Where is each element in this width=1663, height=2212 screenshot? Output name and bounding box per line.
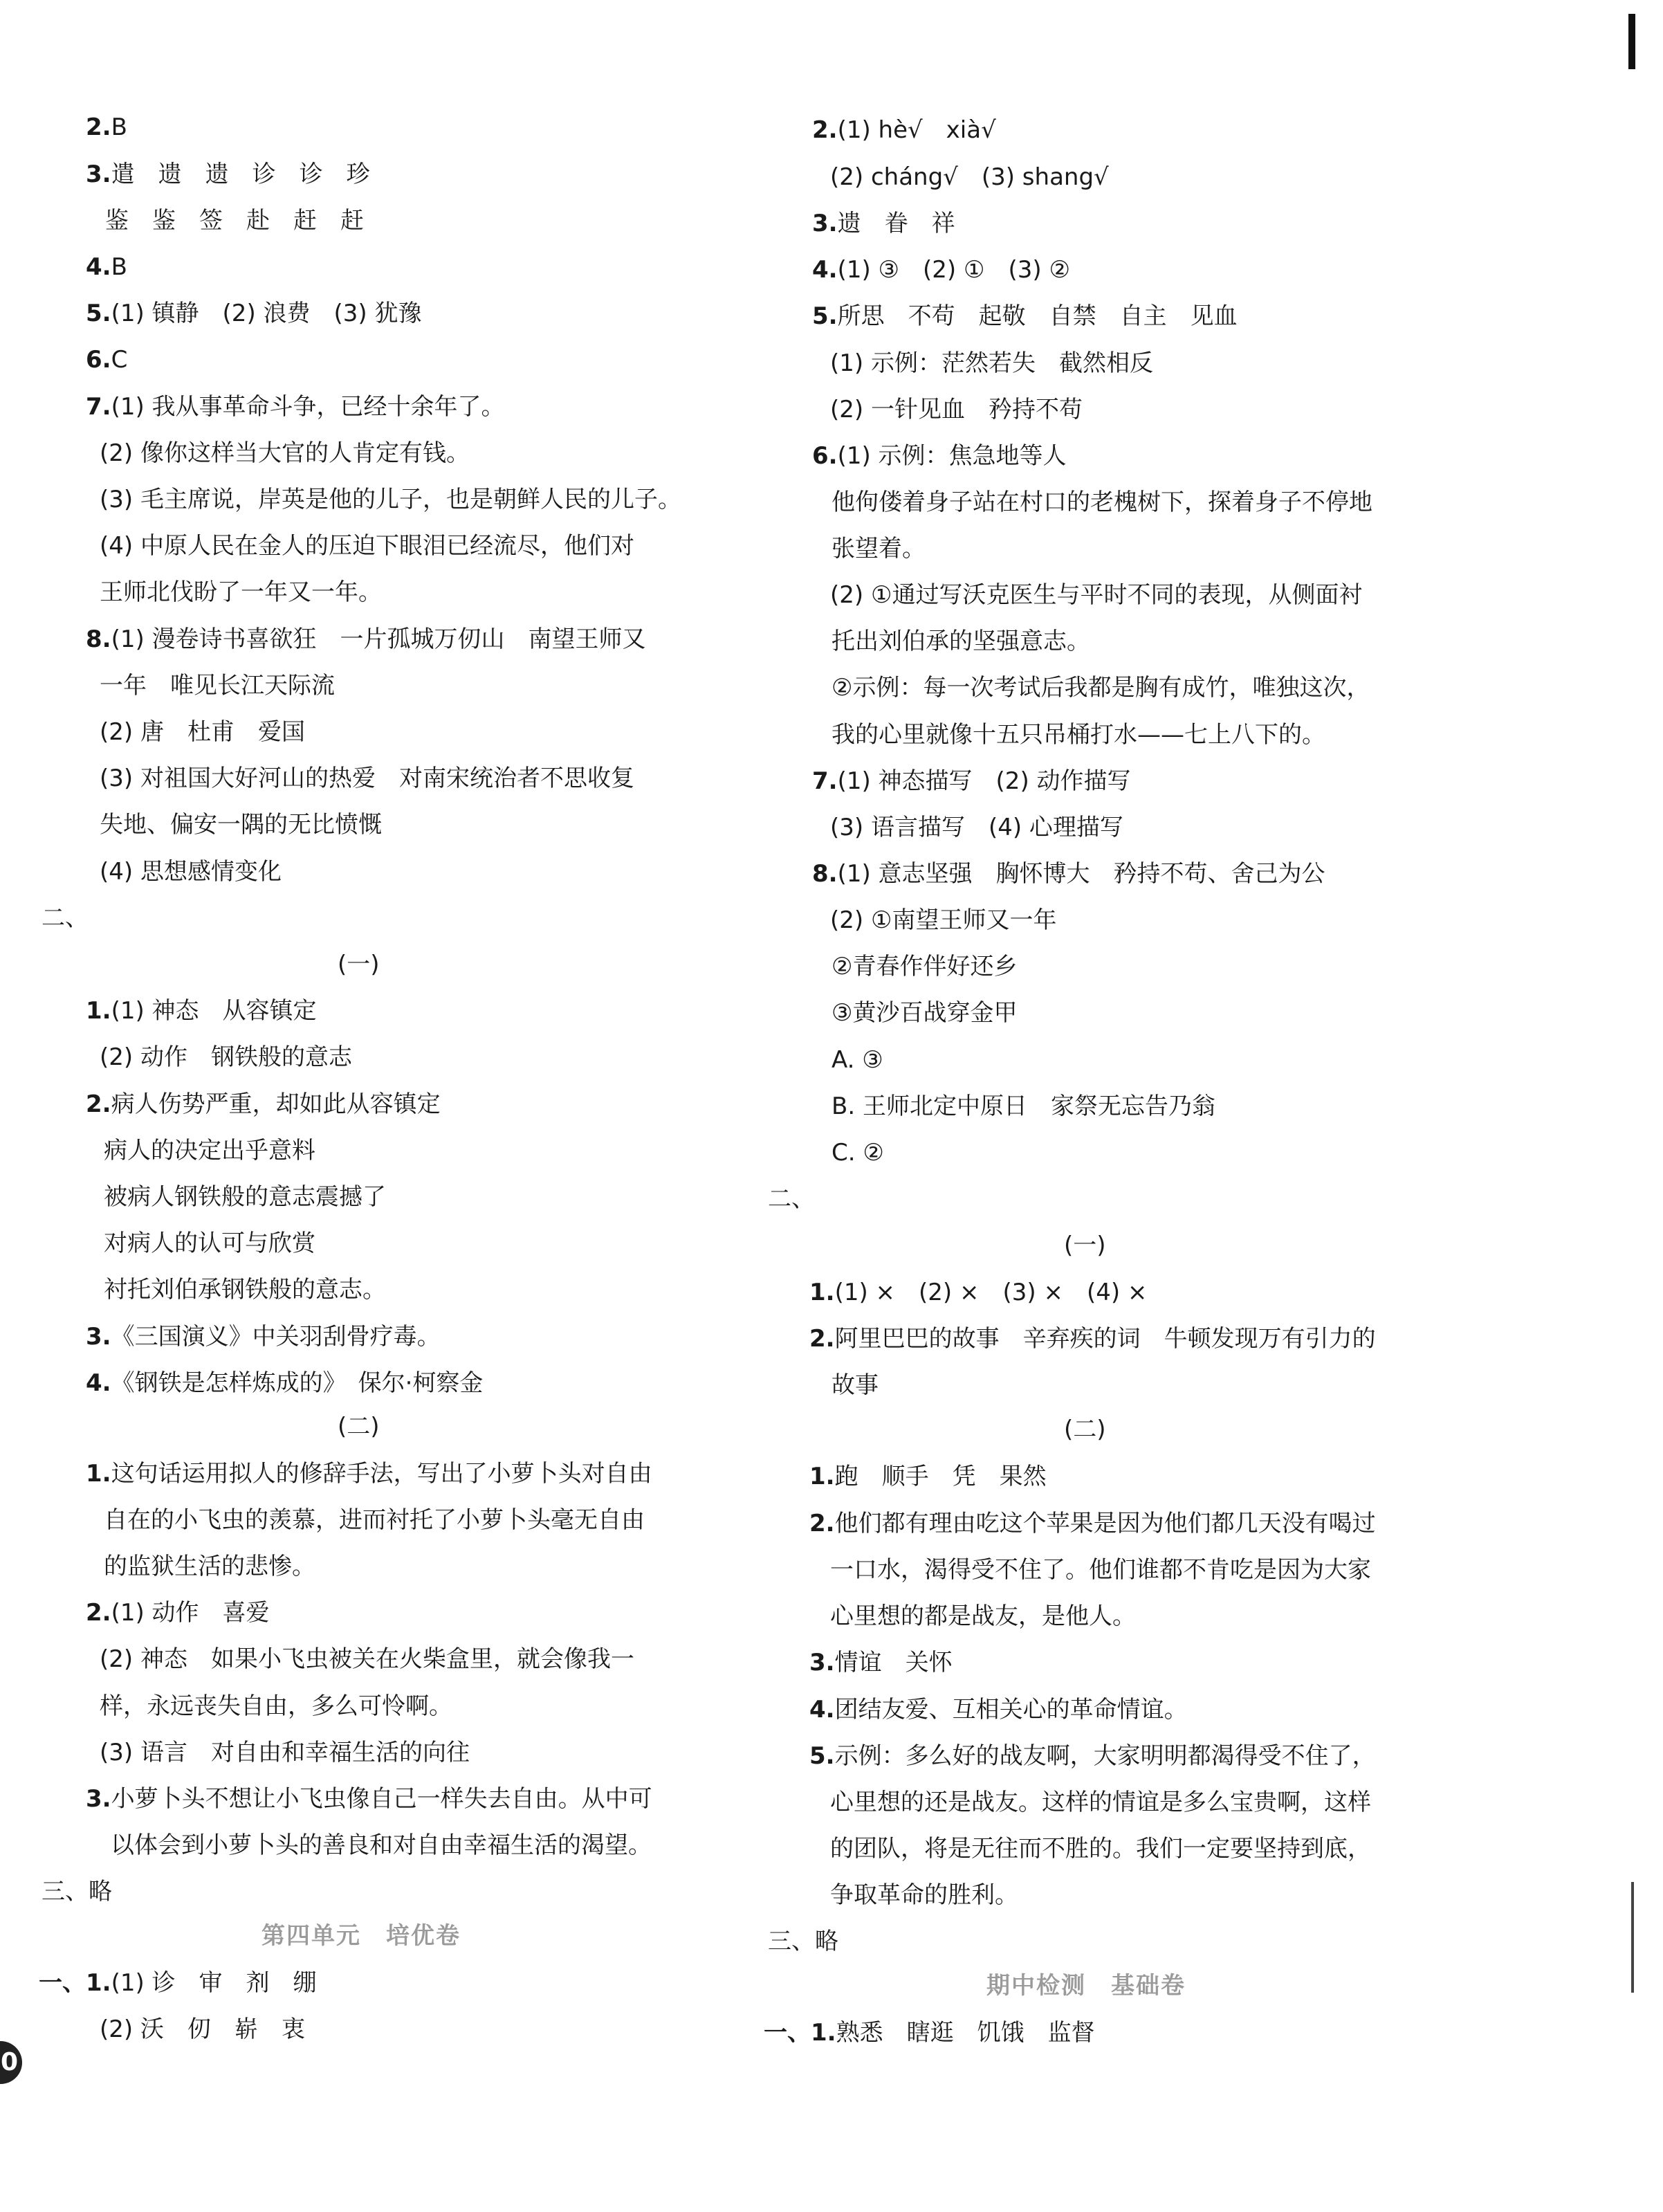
answer-line: 1.(1) × (2) × (3) × (4) × [809,1279,1148,1306]
answer-line: 自在的小飞虫的羡慕，进而衬托了小萝卜头毫无自由 [104,1506,645,1534]
answer-line: 3.遗 眷 祥 [812,210,955,237]
answer-line: 一、1.熟悉 瞎逛 饥饿 监督 [764,2019,1095,2047]
subsection-heading: (一) [338,951,380,978]
answer-line: 被病人钢铁般的意志震撼了 [104,1183,386,1211]
answer-line: 1.跑 顺手 凭 果然 [809,1463,1047,1490]
answer-line: (4) 中原人民在金人的压迫下眼泪已经流尽，他们对 [100,532,634,560]
scan-edge-mark [1631,1882,1634,1993]
answer-line: 一年 唯见长江天际流 [100,672,335,700]
answer-line: 张望着。 [832,535,926,563]
answer-line: (3) 毛主席说，岸英是他的儿子，也是朝鲜人民的儿子。 [100,486,681,513]
answer-line: 以体会到小萝卜头的善良和对自由幸福生活的渴望。 [111,1831,652,1859]
answer-line: (2) 沃 仞 崭 衷 [100,2016,305,2043]
answer-line: 6.(1) 示例：焦急地等人 [812,442,1067,470]
answer-line: ②青春作伴好还乡 [832,953,1018,980]
answer-line: 5.示例：多么好的战友啊，大家明明都渴得受不住了， [809,1742,1376,1770]
answer-line: 的团队，将是无往而不胜的。我们一定要坚持到底， [830,1835,1371,1863]
answer-line: 鉴 鉴 签 赴 赶 赶 [105,207,364,235]
answer-line: 4.《钢铁是怎样炼成的》 保尔·柯察金 [86,1369,484,1397]
answer-line: (2) cháng√ (3) shang√ [830,163,1109,191]
answer-line: (2) 像你这样当大官的人肯定有钱。 [100,439,470,467]
answer-line: (2) ①通过写沃克医生与平时不同的表现，从侧面衬 [830,581,1363,609]
answer-line: 6.C [86,346,128,374]
answer-line: (2) 一针见血 矜持不苟 [830,396,1083,423]
scan-edge-mark [1628,14,1635,69]
section-heading: 二、 [42,904,89,932]
answer-line: 8.(1) 意志坚强 胸怀博大 矜持不苟、舍己为公 [812,860,1325,888]
page-number-badge: 0 [0,2041,22,2084]
answer-line: 样，永远丧失自由，多么可怜啊。 [100,1692,452,1720]
answer-line: 5.所思 不苟 起敬 自禁 自主 见血 [812,302,1238,330]
answer-line: (2) 动作 钢铁般的意志 [100,1043,352,1071]
answer-line: 4.(1) ③ (2) ① (3) ② [812,256,1070,284]
unit-title: 第四单元 培优卷 [261,1922,461,1950]
answer-line: 衬托刘伯承钢铁般的意志。 [104,1276,386,1304]
section-heading: 三、略 [42,1878,112,1905]
answer-line: 2.他们都有理由吃这个苹果是因为他们都几天没有喝过 [809,1510,1376,1537]
answer-line: (4) 思想感情变化 [100,858,282,886]
answer-line: 对病人的认可与欣赏 [104,1230,315,1257]
answer-line: 4.B [86,253,127,281]
answer-line: 争取革命的胜利。 [830,1881,1018,1909]
subsection-heading: (二) [338,1413,380,1441]
answer-line: 3.小萝卜头不想让小飞虫像自己一样失去自由。从中可 [86,1785,652,1813]
answer-line: 故事 [832,1371,879,1399]
section-heading: 三、略 [768,1928,838,1955]
answer-line: 病人的决定出乎意料 [104,1137,315,1164]
answer-line: (2) 唐 杜甫 爱国 [100,718,305,746]
answer-line: C. ② [832,1139,884,1167]
answer-line: 1.(1) 神态 从容镇定 [86,997,317,1025]
answer-line: (3) 语言描写 (4) 心理描写 [830,814,1123,841]
answer-line: A. ③ [832,1046,883,1074]
answer-line: 2.B [86,113,127,141]
answer-line: 2.阿里巴巴的故事 辛弃疾的词 牛顿发现万有引力的 [809,1325,1376,1353]
answer-line: 心里想的都是战友，是他人。 [830,1602,1136,1630]
answer-line: (2) 神态 如果小飞虫被关在火柴盒里，就会像我一 [100,1645,634,1673]
answer-line: 8.(1) 漫卷诗书喜欲狂 一片孤城万仞山 南望王师又 [86,625,646,653]
answer-line: 5.(1) 镇静 (2) 浪费 (3) 犹豫 [86,300,422,327]
answer-line: (3) 语言 对自由和幸福生活的向往 [100,1739,470,1766]
answer-line: 一、1.(1) 诊 审 剂 绷 [39,1969,317,1997]
answer-line: 2.病人伤势严重，却如此从容镇定 [86,1090,441,1118]
answer-line: B. 王师北定中原日 家祭无忘告乃翁 [832,1093,1215,1120]
answer-line: 3.《三国演义》中关羽刮骨疗毒。 [86,1323,441,1351]
answer-line: (2) ①南望王师又一年 [830,906,1057,934]
subsection-heading: (一) [1064,1232,1106,1259]
answer-line: 7.(1) 神态描写 (2) 动作描写 [812,767,1131,795]
unit-title: 期中检测 基础卷 [986,1972,1186,2000]
answer-line: 1.这句话运用拟人的修辞手法，写出了小萝卜头对自由 [86,1460,652,1488]
section-heading: 二、 [768,1185,815,1213]
answer-line: 一口水，渴得受不住了。他们谁都不肯吃是因为大家 [830,1556,1371,1584]
answer-line: 托出刘伯承的坚强意志。 [832,628,1090,655]
answer-line: 3.遣 遗 遗 诊 诊 珍 [86,161,370,188]
answer-line: (1) 示例：茫然若失 截然相反 [830,349,1153,377]
answer-line: 失地、偏安一隅的无比愤慨 [100,811,382,839]
answer-line: 2.(1) hè√ xià√ [812,116,996,144]
answer-line: 3.情谊 关怀 [809,1649,953,1676]
answer-line: 4.团结友爱、互相关心的革命情谊。 [809,1696,1188,1724]
answer-line: 的监狱生活的悲惨。 [104,1553,315,1580]
answer-line: ③黄沙百战穿金甲 [832,999,1018,1027]
answer-line: 他佝偻着身子站在村口的老槐树下，探着身子不停地 [832,488,1372,516]
answer-line: (3) 对祖国大好河山的热爱 对南宋统治者不思收复 [100,765,634,792]
answer-line: 王师北伐盼了一年又一年。 [100,578,382,606]
answer-line: ②示例：每一次考试后我都是胸有成竹，唯独这次， [832,674,1370,702]
answer-line: 7.(1) 我从事革命斗争，已经十余年了。 [86,393,505,421]
subsection-heading: (二) [1064,1416,1106,1443]
answer-line: 心里想的还是战友。这样的情谊是多么宝贵啊，这样 [830,1789,1371,1816]
answer-line: 我的心里就像十五只吊桶打水——七上八下的。 [832,721,1325,749]
answer-line: 2.(1) 动作 喜爱 [86,1599,270,1627]
